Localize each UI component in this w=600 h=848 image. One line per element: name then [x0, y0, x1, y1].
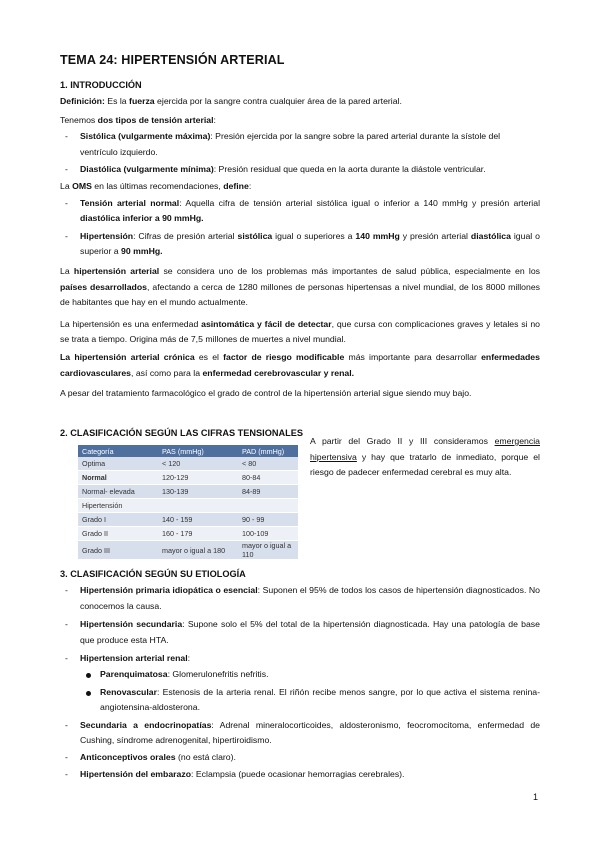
text-run: : Aquella cifra de tensión arterial sistólica igual o inferior a 140 mmHg y presión arterial — [179, 197, 540, 208]
tipos-intro — [60, 113, 540, 129]
table-row — [78, 499, 298, 513]
text-run: : Presión residual que queda en la aorta durante la diástole ventricular. — [213, 164, 486, 175]
list-item — [60, 617, 540, 648]
list-item — [60, 718, 540, 749]
definition — [60, 94, 540, 110]
text-run: : Glomerulonefritis nefritis. — [167, 668, 269, 679]
bold-text: Hipertensión — [80, 230, 134, 241]
text-run: , así como para la — [131, 367, 203, 378]
text-run: A partir del Grado II y III consideramos — [310, 436, 495, 446]
list-item — [60, 583, 540, 614]
text-run: La hipertensión es una enfermedad — [60, 318, 202, 329]
table-row — [78, 513, 298, 527]
text-run: : Eclampsia (puede ocasionar hemorragias cerebrales). — [191, 768, 405, 779]
text-run: , que cursa con complicaciones graves y letales si no se trata a tiempo. Origina más de 7,5 millones de muertes a nivel mundial. — [60, 318, 540, 345]
table-cell: Grado III — [78, 541, 158, 560]
table-cell: mayor o igual a 110 — [238, 541, 298, 560]
text-run: : Suponen el 95% de todos los casos de hipertensión diagnosticados. No conocemos la causa. — [80, 585, 540, 611]
text-run: : Estenosis de la arteria renal. El riñón recibe menos sangre, por lo que activa el sistema renina-angiotensina-aldosterona. — [100, 686, 540, 713]
list-item — [80, 685, 540, 716]
bold-text: La hipertensión arterial crónica — [60, 351, 195, 362]
text-run: Es la — [104, 96, 130, 106]
bold-text: asintomática y fácil de detectar — [201, 318, 332, 329]
table-cell: < 120 — [158, 457, 238, 471]
list-item — [60, 750, 540, 766]
text-run: La — [60, 265, 74, 276]
bold-text: Hipertensión secundaria — [80, 619, 183, 630]
table-cell: Normal- elevada — [78, 485, 158, 499]
table-cell: 80-84 — [238, 471, 298, 485]
table-cell: 120-129 — [158, 471, 238, 485]
table-cell: 100-109 — [238, 527, 298, 541]
table-header-row — [78, 445, 298, 457]
bold-text: Parenquimatosa — [100, 668, 168, 679]
table-row — [78, 485, 298, 499]
table-cell: Hipertensión — [78, 499, 158, 513]
bold-text: fuerza — [129, 96, 155, 106]
table-header: PAD (mmHg) — [238, 445, 298, 457]
etiologia-list — [60, 583, 540, 782]
text-run: La — [60, 180, 73, 191]
table-cell: 90 - 99 — [238, 513, 298, 527]
bold-text: enfermedad cerebrovascular y renal. — [202, 367, 355, 378]
table-side-note — [310, 434, 540, 481]
section-2-heading: 2. CLASIFICACIÓN SEGÚN LAS CIFRAS TENSIONALES — [60, 428, 303, 438]
bold-text: Renovascular — [100, 686, 157, 697]
bold-text: Hipertensión primaria idiopática o esencial — [80, 585, 258, 595]
emergencia-hipertensiva-term: emergencia hipertensiva — [310, 436, 540, 462]
text-run: y presión arterial — [399, 230, 471, 241]
text-run: y hay que tratarlo de inmediato, porque el riesgo de padecer enfermedad cerebral es muy alta. — [310, 451, 540, 478]
section-1-body — [60, 94, 540, 402]
bold-text: factor de riesgo modificable — [223, 351, 345, 362]
text-run: : Cifras de presión arterial — [133, 230, 238, 241]
bold-text: define — [223, 180, 249, 191]
text-run: Tenemos — [60, 114, 98, 125]
table-header: PAS (mmHg) — [158, 445, 238, 457]
bold-text: OMS — [72, 180, 92, 191]
list-item — [60, 229, 540, 260]
table-cell: Grado I — [78, 513, 158, 527]
text-run: se considera uno de los problemas más importantes de salud pública, especialmente en los — [159, 265, 540, 276]
table-row — [78, 541, 298, 560]
page-title: TEMA 24: HIPERTENSIÓN ARTERIAL — [60, 53, 285, 67]
table-cell — [238, 499, 298, 513]
oms-intro — [60, 179, 540, 195]
list-item — [60, 767, 540, 783]
paragraph-asintomatica — [60, 317, 540, 348]
bold-text: Diastólica (vulgarmente mínima) — [80, 164, 214, 175]
bold-text: Anticonceptivos orales — [80, 751, 176, 762]
text-run: : — [187, 653, 191, 664]
paragraph-tratamiento: A pesar del tratamiento farmacológico el grado de control de la hipertensión arterial sigue siendo muy bajo. — [60, 388, 472, 399]
bold-text: dos tipos de tensión arterial — [97, 114, 214, 125]
paragraph-salud-publica — [60, 264, 540, 311]
text-run: más importante para desarrollar — [344, 351, 482, 362]
table-cell: Optima — [78, 457, 158, 471]
bold-text: hipertensión arterial — [73, 265, 160, 276]
table-cell: 140 - 159 — [158, 513, 238, 527]
text-run: ejercida por la sangre contra cualquier área de la pared arterial. — [154, 96, 402, 106]
table-row — [78, 527, 298, 541]
text-run: : Adrenal mineralocorticoides, aldosteronismo, feocromocitoma, enfermedad de Cushing, síndrome adrenogenital, hipertiroidismo. — [80, 719, 541, 746]
bold-text: países desarrollados — [60, 281, 147, 292]
table-cell: mayor o igual a 180 — [158, 541, 238, 560]
tipos-list — [60, 129, 540, 178]
bold-text: diastólica inferior a 90 mmHg. — [80, 213, 204, 224]
bold-text: Secundaria a endocrinopatías — [80, 719, 212, 730]
section-1-heading: 1. INTRODUCCIÓN — [60, 80, 142, 90]
table-cell: Grado II — [78, 527, 158, 541]
list-item — [80, 667, 540, 683]
table-cell: 160 - 179 — [158, 527, 238, 541]
list-item — [60, 129, 540, 160]
table-row — [78, 471, 298, 485]
bold-text: diastólica — [470, 230, 511, 241]
text-run: : Supone solo el 5% del total de la hipertensión diagnosticada. Hay una patología de base que produce esta HTA. — [80, 619, 540, 645]
bold-text: sistólica — [237, 230, 273, 241]
oms-list — [60, 196, 540, 260]
text-run: : — [213, 114, 216, 125]
bold-text: Hipertensión del embarazo — [80, 768, 192, 779]
list-item — [60, 651, 540, 715]
bold-text: 90 mmHg. — [121, 246, 163, 257]
table-header: Categoría — [78, 445, 158, 457]
list-item — [60, 196, 540, 227]
bold-text: Hipertension arterial renal — [80, 653, 188, 664]
table-cell: < 80 — [238, 457, 298, 471]
table-cell: 130-139 — [158, 485, 238, 499]
table-cell: 84-89 — [238, 485, 298, 499]
bold-text: Definición: — [60, 96, 105, 106]
text-run: (no está claro). — [175, 751, 236, 762]
text-run: : Presión ejercida por la sangre sobre la pared arterial durante la sístole del ventrículo izquierdo. — [80, 131, 501, 157]
text-run: igual o superior a — [80, 230, 540, 257]
table-row — [78, 457, 298, 471]
list-item — [60, 162, 540, 178]
section-3-heading: 3. CLASIFICACIÓN SEGÚN SU ETIOLOGÍA — [60, 569, 246, 579]
renal-sublist — [80, 667, 540, 716]
text-run: , afectando a cerca de 1280 millones de personas hipertensas a nivel mundial, de los 8000 millones de habitantes que hay en el mundo actualmente. — [60, 281, 540, 308]
paragraph-cronica — [60, 350, 540, 381]
text-run: es el — [194, 351, 224, 362]
table-cell — [158, 499, 238, 513]
bold-text: 140 mmHg — [355, 230, 400, 241]
bold-text: Sistólica (vulgarmente máxima) — [80, 131, 211, 142]
text-run: : — [248, 180, 252, 191]
bold-text: enfermedades cardiovasculares — [60, 351, 540, 378]
text-run: en las últimas recomendaciones, — [91, 180, 224, 191]
blood-pressure-table — [78, 445, 298, 560]
table-cell: Normal — [78, 471, 158, 485]
bold-text: Tensión arterial normal — [80, 197, 180, 208]
text-run: igual o superiores a — [272, 230, 356, 241]
page-number: 1 — [533, 792, 539, 802]
